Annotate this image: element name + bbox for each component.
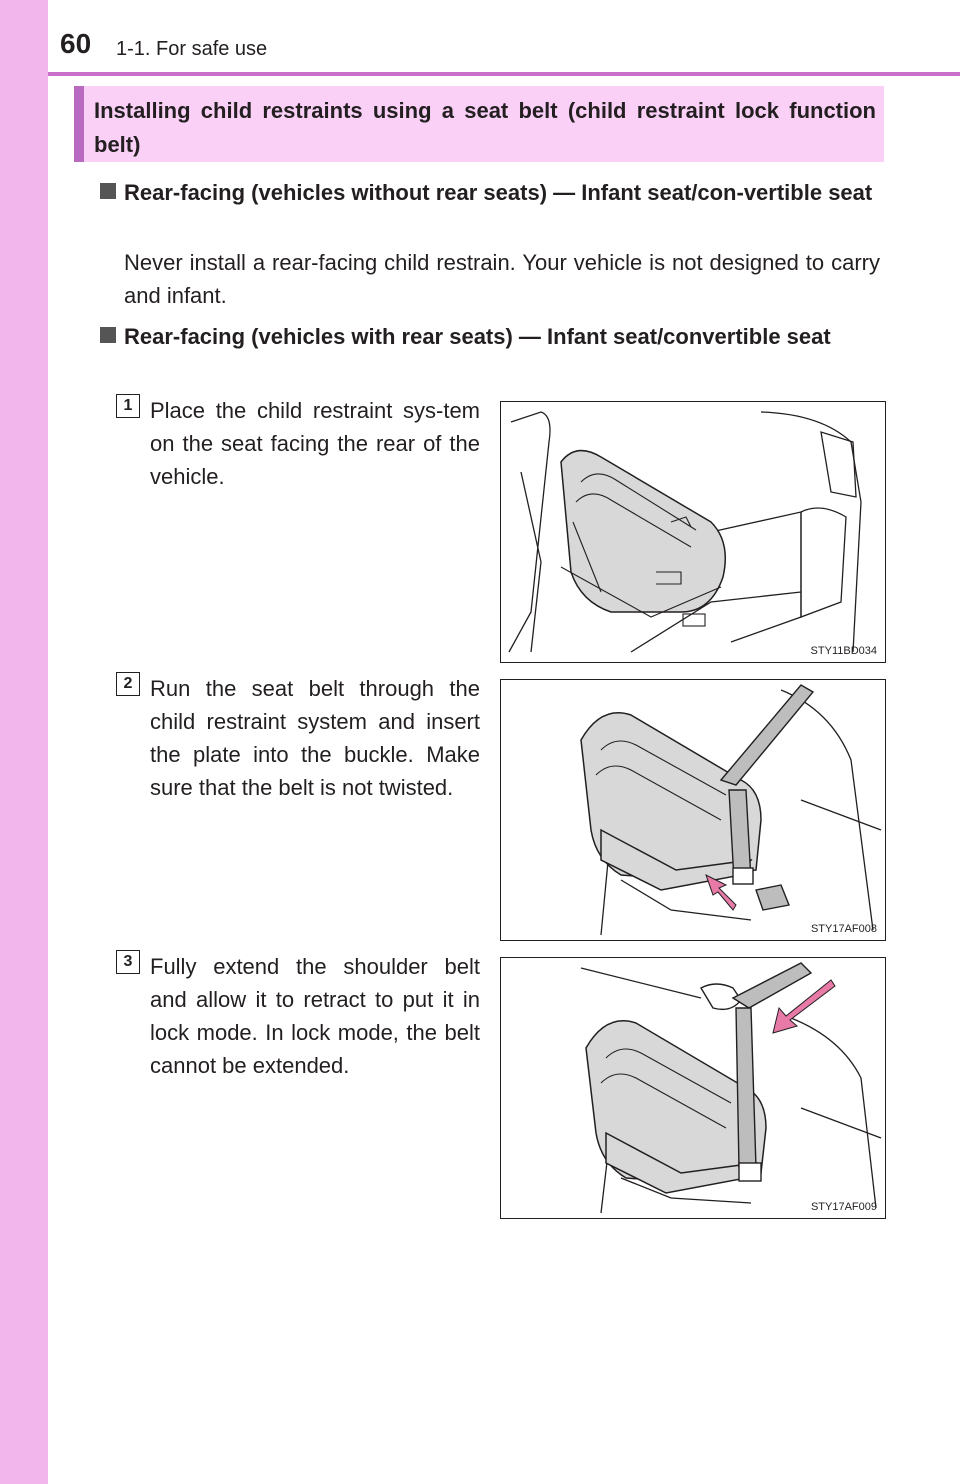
topic-banner (74, 86, 884, 162)
step-number-1: 1 (116, 394, 140, 418)
section-title: 1-1. For safe use (116, 38, 268, 60)
lock-mode-illustration (501, 958, 885, 1218)
step-3-text: Fully extend the shoulder belt and allow it to retract to put it in lock mode. In lock mode, the belt cannot be extended. (150, 954, 480, 1078)
warning-paragraph: Never install a rear-facing child restrain. Your vehicle is not designed to carry and infant. (124, 250, 880, 308)
side-tab-bar (0, 0, 48, 1484)
figure-step-1 (500, 401, 886, 663)
rear-facing-seat-illustration (501, 402, 885, 662)
figure-code-2: STY17AF008 (810, 923, 877, 935)
subheading-with-rear-seats (100, 320, 880, 353)
belt-routing-illustration (501, 680, 885, 940)
step-number-3: 3 (116, 950, 140, 974)
subheading-without-rear-seats (100, 176, 880, 209)
banner-title: Installing child restraints using a seat belt (child restraint lock function belt) (94, 98, 876, 157)
figure-code-1: STY11BD034 (810, 645, 877, 657)
figure-step-3 (500, 957, 886, 1219)
step-2-text: Run the seat belt through the child restraint system and insert the plate into the buckle. Make sure that the belt is not twisted. (150, 676, 480, 800)
page-number: 60 (60, 28, 92, 59)
subheading-text: Rear-facing (vehicles with rear seats) — Infant seat/convertible seat (124, 324, 831, 349)
bullet-square-icon (100, 327, 116, 343)
step-number-2: 2 (116, 672, 140, 696)
step-1-text: Place the child restraint sys-tem on the seat facing the rear of the vehicle. (150, 398, 480, 489)
figure-step-2 (500, 679, 886, 941)
header-rule (48, 72, 960, 76)
bullet-square-icon (100, 183, 116, 199)
figure-code-3: STY17AF009 (810, 1201, 877, 1213)
subheading-text: Rear-facing (vehicles without rear seats) — Infant seat/con-vertible seat (124, 180, 873, 205)
